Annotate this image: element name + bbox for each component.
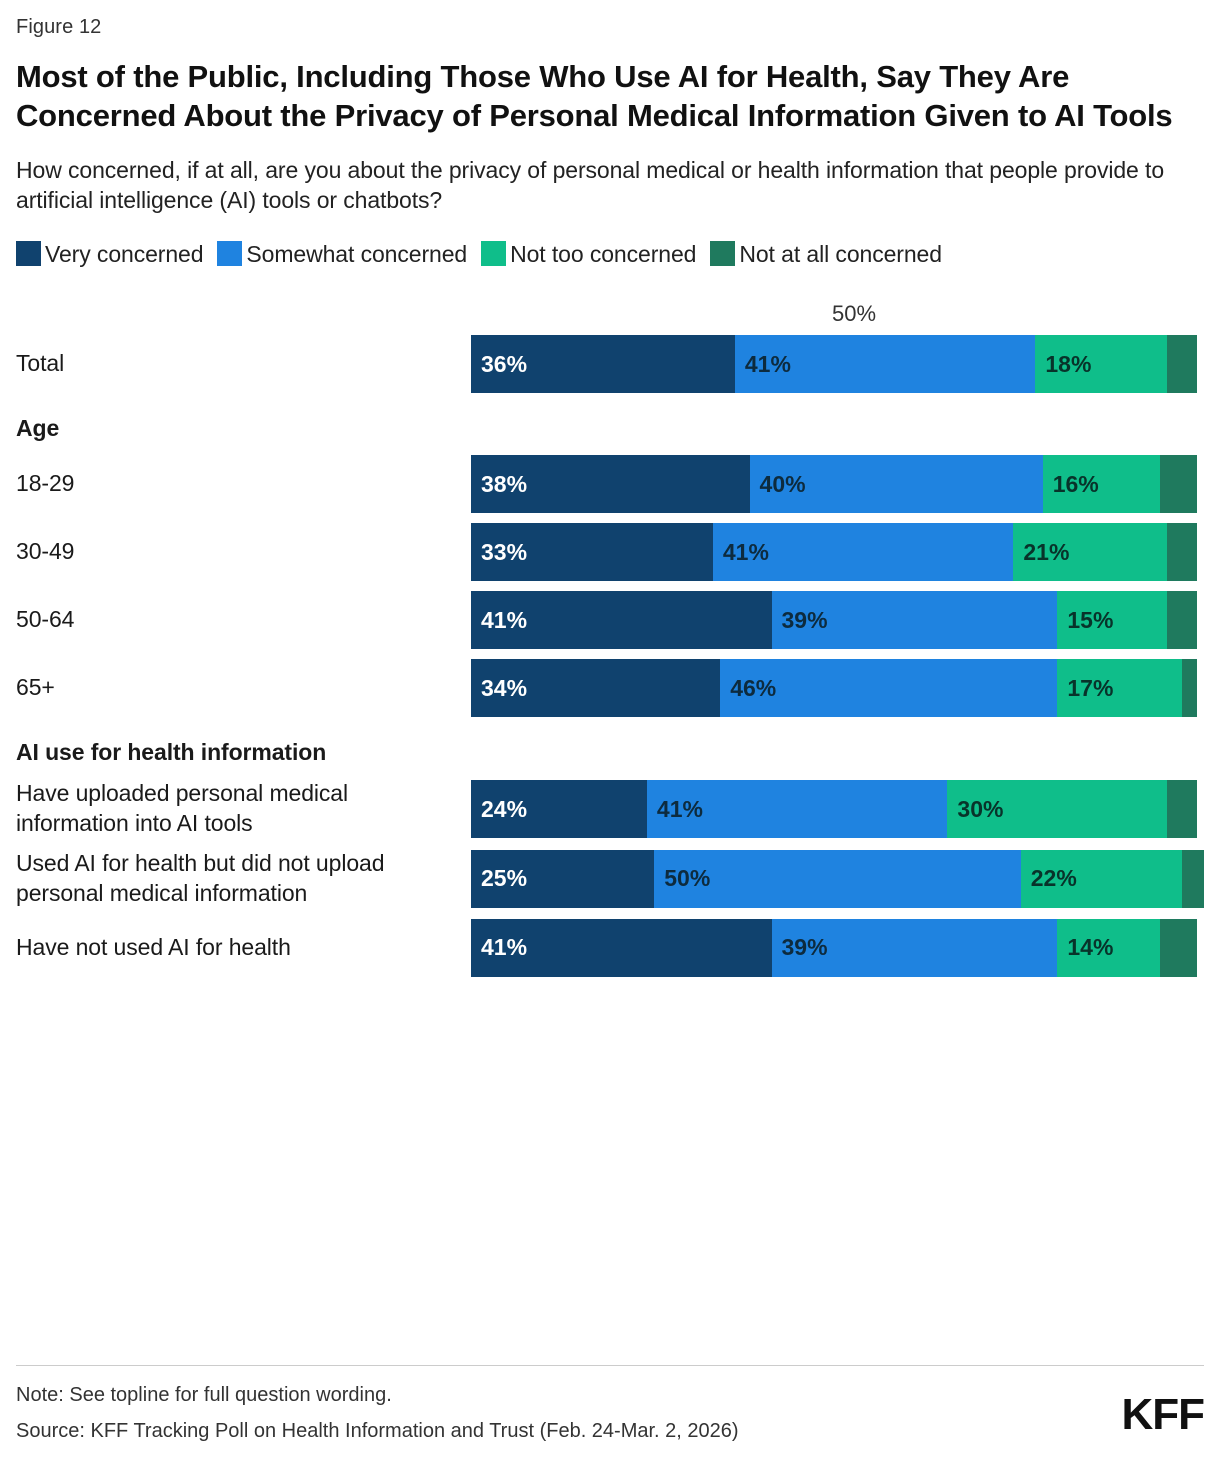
legend-swatch-icon — [16, 241, 41, 266]
legend-swatch-icon — [217, 241, 242, 266]
legend-swatch-icon — [481, 241, 506, 266]
bar-value-label: 22% — [1030, 865, 1077, 892]
figure-number: Figure 12 — [16, 16, 102, 38]
x-axis-tick-label: 50% — [831, 301, 877, 327]
stacked-bar — [471, 523, 1204, 581]
stacked-bar — [471, 780, 1204, 838]
stacked-bar — [471, 850, 1204, 908]
bar-segment — [471, 850, 654, 908]
bar-segment — [1021, 850, 1182, 908]
group-label: AI use for health information — [16, 739, 327, 766]
chart-row — [16, 919, 1204, 977]
stacked-bar — [471, 455, 1204, 513]
bar-segment — [947, 780, 1167, 838]
stacked-bar — [471, 919, 1204, 977]
bar-segment — [1057, 919, 1160, 977]
row-label: Have not used AI for health — [16, 933, 291, 960]
bar-value-label: 25% — [481, 865, 528, 892]
row-label: 30-49 — [16, 538, 75, 565]
bar-segment — [654, 850, 1021, 908]
bar-segment — [471, 659, 720, 717]
chart-row — [16, 335, 1204, 393]
bar-value-label: 16% — [1052, 470, 1099, 497]
group-label: Age — [16, 415, 60, 442]
legend-item-very-concerned[interactable] — [16, 241, 203, 267]
chart-row — [16, 523, 1204, 581]
bar-segment — [471, 455, 750, 513]
stacked-bar — [471, 591, 1204, 649]
bar-value-label: 36% — [481, 350, 528, 377]
bar-segment — [1182, 850, 1204, 908]
bar-segment — [1167, 523, 1196, 581]
kff-logo: KFF — [1121, 1390, 1204, 1439]
bar-segment — [471, 335, 735, 393]
bar-segment — [720, 659, 1057, 717]
bar-segment — [772, 591, 1058, 649]
bar-value-label: 14% — [1067, 934, 1114, 961]
bar-segment — [1160, 455, 1197, 513]
chart-row — [16, 779, 1204, 839]
bar-segment — [750, 455, 1043, 513]
bar-value-label: 21% — [1023, 538, 1070, 565]
legend-label: Very concerned — [45, 240, 204, 267]
bar-segment — [772, 919, 1058, 977]
bar-segment — [1043, 455, 1160, 513]
bar-value-label: 15% — [1067, 606, 1114, 633]
bar-segment — [471, 919, 772, 977]
chart-rows — [16, 335, 1204, 987]
legend-swatch-icon — [710, 241, 735, 266]
bar-segment — [471, 780, 647, 838]
bar-segment — [1182, 659, 1197, 717]
stacked-bar — [471, 335, 1204, 393]
bar-segment — [471, 523, 713, 581]
bar-value-label: 46% — [730, 674, 777, 701]
bar-segment — [647, 780, 948, 838]
bar-segment — [1160, 919, 1197, 977]
bar-value-label: 34% — [481, 674, 528, 701]
bar-value-label: 41% — [722, 538, 769, 565]
bar-segment — [1167, 780, 1196, 838]
chart-subtitle: How concerned, if at all, are you about the privacy of personal medical or health information that people provide to artificial intelligence (AI) tools or chatbots? — [16, 157, 1165, 214]
chart-legend — [16, 238, 1204, 271]
bar-segment — [1167, 335, 1196, 393]
chart-row — [16, 659, 1204, 717]
row-label: Have uploaded personal medical information into AI tools — [16, 780, 348, 837]
bar-segment — [1057, 591, 1167, 649]
row-label: 18-29 — [16, 470, 75, 497]
footer-divider — [16, 1365, 1204, 1366]
bar-segment — [735, 335, 1036, 393]
chart-row — [16, 849, 1204, 909]
bar-value-label: 24% — [481, 795, 528, 822]
bar-segment — [471, 591, 772, 649]
bar-value-label: 41% — [744, 350, 791, 377]
bar-value-label: 41% — [481, 934, 528, 961]
row-label: Used AI for health but did not upload personal medical information — [16, 849, 385, 906]
bar-value-label: 39% — [781, 606, 828, 633]
bar-value-label: 33% — [481, 538, 528, 565]
group-header-row — [16, 727, 1204, 779]
bar-value-label: 39% — [781, 934, 828, 961]
row-label: 65+ — [16, 674, 55, 701]
legend-item-not-too-concerned[interactable] — [481, 241, 696, 267]
legend-item-not-at-all-concerned[interactable] — [710, 241, 942, 267]
chart-row — [16, 455, 1204, 513]
chart-footer — [16, 1365, 1204, 1446]
row-label: 50-64 — [16, 606, 75, 633]
chart-source: Source: KFF Tracking Poll on Health Information and Trust (Feb. 24-Mar. 2, 2026) — [16, 1420, 739, 1442]
legend-label: Somewhat concerned — [246, 240, 468, 267]
chart-title: Most of the Public, Including Those Who Use AI for Health, Say They Are Concerned About the Privacy of Personal Medical Information Given to AI Tools — [16, 59, 1173, 134]
bar-value-label: 38% — [481, 470, 528, 497]
row-label: Total — [16, 350, 65, 377]
bar-segment — [1013, 523, 1167, 581]
chart-note: Note: See topline for full question wording. — [16, 1384, 392, 1406]
bar-value-label: 50% — [664, 865, 711, 892]
legend-label: Not too concerned — [510, 240, 697, 267]
legend-label: Not at all concerned — [739, 240, 942, 267]
bar-segment — [1167, 591, 1196, 649]
chart-row — [16, 591, 1204, 649]
bar-value-label: 41% — [481, 606, 528, 633]
group-header-row — [16, 403, 1204, 455]
legend-item-somewhat-concerned[interactable] — [217, 241, 467, 267]
bar-value-label: 18% — [1045, 350, 1092, 377]
bar-value-label: 40% — [759, 470, 806, 497]
bar-value-label: 41% — [656, 795, 703, 822]
stacked-bar — [471, 659, 1204, 717]
stacked-bar-chart — [16, 301, 1204, 1101]
bar-segment — [713, 523, 1014, 581]
bar-segment — [1035, 335, 1167, 393]
bar-segment — [1057, 659, 1182, 717]
bar-value-label: 17% — [1067, 674, 1114, 701]
bar-value-label: 30% — [957, 795, 1004, 822]
